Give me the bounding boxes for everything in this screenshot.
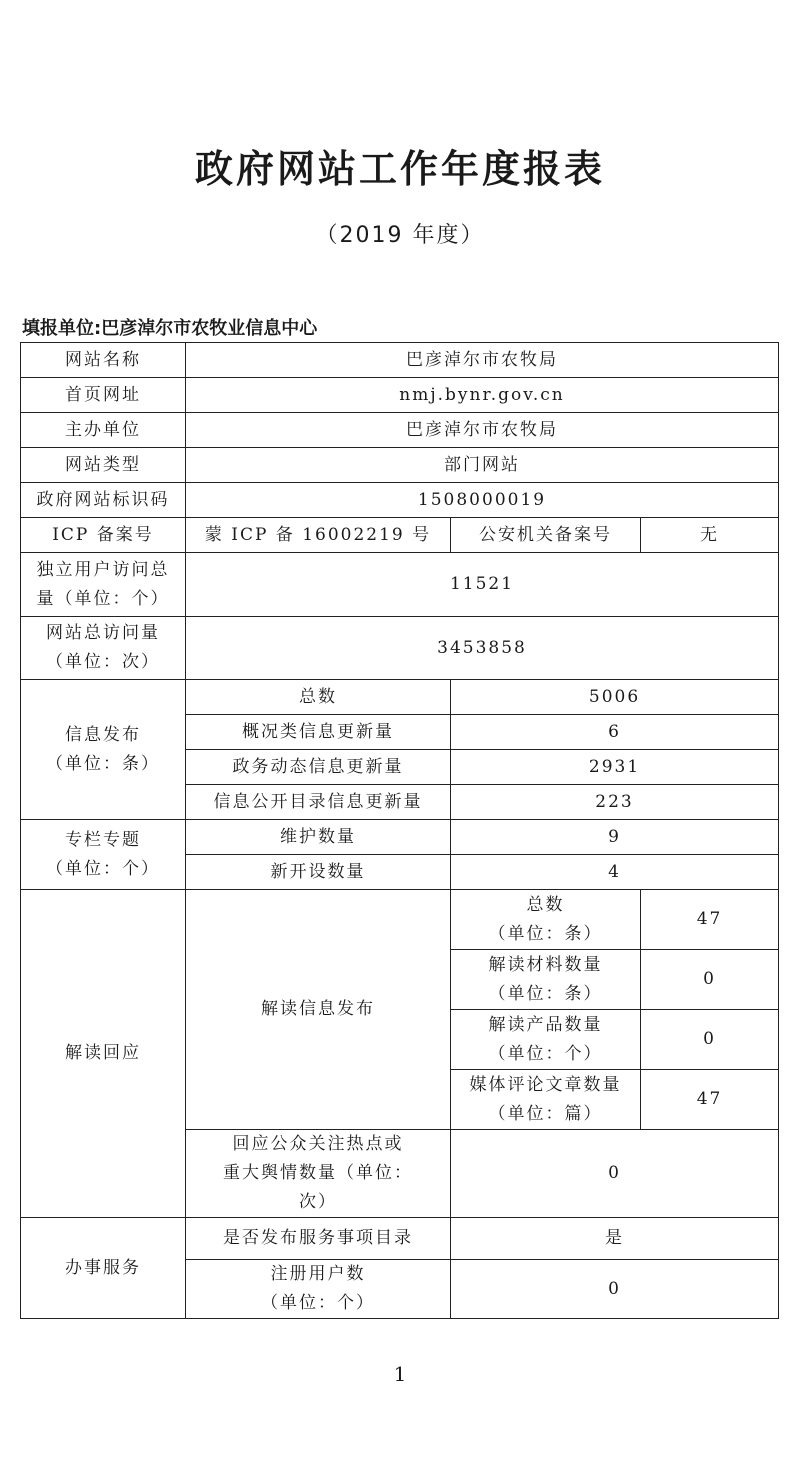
label-line: （单位：个）: [488, 1043, 603, 1064]
table-row: [21, 820, 779, 855]
info-publish-label: [21, 680, 186, 820]
page-title: 政府网站工作年度报表: [194, 147, 605, 191]
label-line: （单位：个）: [261, 1293, 375, 1313]
news-value: 2931: [451, 750, 779, 785]
site-name-value: 巴彦淖尔市农牧局: [186, 343, 779, 378]
label-line: （单位：个）: [46, 858, 160, 879]
reporting-unit: 填报单位:巴彦淖尔市农牧业信息中心: [22, 318, 318, 339]
interpret-publish-label: 解读信息发布: [186, 890, 451, 1130]
label-line: 次）: [299, 1192, 337, 1212]
label-line: 信息发布: [65, 724, 141, 745]
table-row: [21, 378, 779, 413]
unique-visitors-label: [21, 553, 186, 617]
icp-value: 蒙 ICP 备 16002219 号: [186, 518, 451, 553]
label-line: 解读产品数量: [488, 1014, 603, 1035]
site-code-label: 政府网站标识码: [21, 483, 186, 518]
news-label: 政务动态信息更新量: [186, 750, 451, 785]
product-label: [451, 1010, 641, 1070]
sponsor-value: 巴彦淖尔市农牧局: [186, 413, 779, 448]
label-line: （单位：篇）: [488, 1103, 603, 1124]
table-row: [21, 890, 779, 950]
sponsor-label: 主办单位: [21, 413, 186, 448]
maintain-value: 9: [451, 820, 779, 855]
site-code-value: 1508000019: [186, 483, 779, 518]
info-total-value: 5006: [451, 680, 779, 715]
report-table: [20, 342, 779, 1319]
label-line: 回应公众关注热点或: [232, 1134, 404, 1154]
registered-users-label: [186, 1260, 451, 1319]
hot-topics-label: [186, 1130, 451, 1218]
overview-label: 概况类信息更新量: [186, 715, 451, 750]
label-line: 量（单位：个）: [36, 588, 170, 609]
table-row: [21, 483, 779, 518]
page-number: 1: [393, 1362, 407, 1386]
registered-users-value: 0: [451, 1260, 779, 1319]
info-total-label: 总数: [186, 680, 451, 715]
table-row: [21, 680, 779, 715]
table-row: [21, 617, 779, 680]
icp-label: ICP 备案号: [21, 518, 186, 553]
hot-topics-value: 0: [451, 1130, 779, 1218]
overview-value: 6: [451, 715, 779, 750]
label-line: 重大舆情数量（单位：: [223, 1163, 413, 1183]
service-catalog-label: 是否发布服务事项目录: [186, 1218, 451, 1260]
media-label: [451, 1070, 641, 1130]
site-name-label: 网站名称: [21, 343, 186, 378]
interpret-label: 解读回应: [21, 890, 186, 1218]
service-catalog-value: 是: [451, 1218, 779, 1260]
product-value: 0: [641, 1010, 779, 1070]
material-value: 0: [641, 950, 779, 1010]
unique-visitors-value: 11521: [186, 553, 779, 617]
material-label: [451, 950, 641, 1010]
table-row: [21, 553, 779, 617]
new-columns-label: 新开设数量: [186, 855, 451, 890]
catalog-value: 223: [451, 785, 779, 820]
site-type-value: 部门网站: [186, 448, 779, 483]
label-line: 总数: [526, 894, 565, 915]
label-line: 注册用户数: [270, 1264, 366, 1284]
table-row: [21, 1218, 779, 1260]
table-row: [21, 343, 779, 378]
table-row: [21, 518, 779, 553]
maintain-label: 维护数量: [186, 820, 451, 855]
page-views-label: [21, 617, 186, 680]
police-record-value: 无: [641, 518, 779, 553]
homepage-label: 首页网址: [21, 378, 186, 413]
label-line: 解读材料数量: [488, 954, 603, 975]
report-year: （2019 年度）: [315, 223, 485, 248]
label-line: （单位：条）: [46, 753, 160, 774]
label-line: （单位：条）: [488, 983, 603, 1004]
police-record-label: 公安机关备案号: [451, 518, 641, 553]
interpret-total-label: [451, 890, 641, 950]
label-line: （单位：条）: [488, 923, 603, 944]
page-views-value: 3453858: [186, 617, 779, 680]
label-line: 媒体评论文章数量: [469, 1074, 622, 1095]
label-line: 专栏专题: [65, 829, 141, 850]
homepage-value: nmj.bynr.gov.cn: [186, 378, 779, 413]
table-row: [21, 413, 779, 448]
label-line: （单位：次）: [46, 652, 160, 672]
media-value: 47: [641, 1070, 779, 1130]
interpret-total-value: 47: [641, 890, 779, 950]
service-label: 办事服务: [21, 1218, 186, 1319]
catalog-label: 信息公开目录信息更新量: [186, 785, 451, 820]
label-line: 独立用户访问总: [36, 559, 170, 580]
table-row: [21, 448, 779, 483]
site-type-label: 网站类型: [21, 448, 186, 483]
columns-label: [21, 820, 186, 890]
label-line: 网站总访问量: [46, 623, 160, 643]
new-columns-value: 4: [451, 855, 779, 890]
